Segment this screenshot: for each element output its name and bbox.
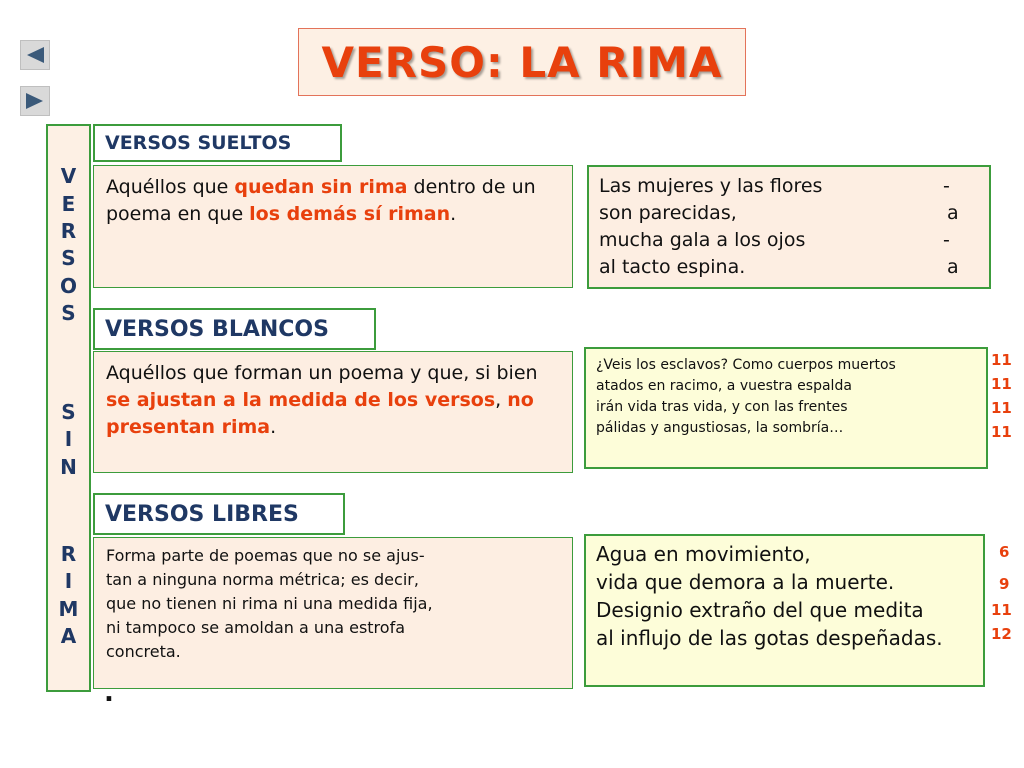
vertical-label-letter: M: [58, 597, 79, 621]
example-versos-libres: [584, 534, 985, 687]
definition-line: concreta.: [106, 642, 181, 661]
syllable-count: 11: [991, 351, 1012, 369]
vertical-label-letter: O: [59, 274, 77, 298]
vertical-label-letter: R: [60, 219, 77, 243]
poem-line: pálidas y angustiosas, la sombría…: [596, 420, 844, 436]
definition-versos-sueltos: [93, 165, 573, 288]
poem-line: son parecidas,: [599, 202, 737, 224]
rhyme-mark: a: [947, 256, 959, 278]
section-header-label: VERSOS SUELTOS: [105, 132, 292, 154]
poem-line: mucha gala a los ojos: [599, 229, 806, 251]
example-versos-sueltos: [587, 165, 991, 289]
definition-text: ,: [495, 389, 508, 411]
section-header-label: VERSOS BLANCOS: [105, 316, 329, 342]
definition-text: Aquéllos que: [106, 176, 235, 198]
triangle-right-icon: [24, 91, 46, 111]
vertical-label-letter: N: [60, 455, 77, 479]
definition-text: Aquéllos que forman un poema y que, si bien: [106, 362, 538, 384]
poem-line: al tacto espina.: [599, 256, 746, 278]
poem-line: vida que demora a la muerte.: [596, 570, 895, 594]
highlighted-text: quedan sin rima: [234, 176, 408, 198]
syllable-count: 9: [999, 575, 1010, 593]
section-header-versos-sueltos: [93, 124, 342, 162]
trailing-dot: .: [104, 678, 114, 708]
definition-line: ni tampoco se amoldan a una estrofa: [106, 618, 405, 637]
syllable-count: 11: [991, 423, 1012, 441]
highlighted-text: los demás sí riman: [249, 203, 451, 225]
vertical-label-letter: S: [61, 301, 76, 325]
next-slide-button[interactable]: [20, 86, 50, 116]
rhyme-mark: -: [943, 175, 950, 197]
syllable-count: 11: [991, 399, 1012, 417]
vertical-label-letter: A: [60, 624, 77, 648]
definition-line: Forma parte de poemas que no se ajus-: [106, 546, 425, 565]
poem-line: irán vida tras vida, y con las frentes: [596, 399, 848, 415]
highlighted-text: no presentan rima: [106, 389, 534, 438]
section-header-label: VERSOS LIBRES: [105, 501, 299, 527]
definition-line: que no tienen ni rima ni una medida fija,: [106, 594, 433, 613]
vertical-label-letter: R: [60, 542, 77, 566]
rhyme-mark: a: [947, 202, 959, 224]
vertical-label-letter: I: [64, 569, 73, 593]
definition-line: tan a ninguna norma métrica; es decir,: [106, 570, 419, 589]
definition-versos-blancos: [93, 351, 573, 473]
poem-line: Designio extraño del que medita: [596, 598, 924, 622]
highlighted-text: se ajustan a la medida de los versos: [106, 389, 496, 411]
example-versos-blancos: [584, 347, 988, 469]
slide-title: VERSO: LA RIMA: [321, 37, 723, 87]
vertical-label-letter: I: [64, 427, 73, 451]
definition-text: .: [270, 416, 277, 438]
vertical-label-versos-sin-rima: [46, 124, 91, 692]
previous-slide-button[interactable]: [20, 40, 50, 70]
triangle-left-icon: [24, 45, 46, 65]
poem-line: al influjo de las gotas despeñadas.: [596, 626, 943, 650]
poem-line: Agua en movimiento,: [596, 542, 811, 566]
poem-line: atados en racimo, a vuestra espalda: [596, 378, 852, 394]
syllable-count: 11: [991, 601, 1012, 619]
syllable-count: 6: [999, 543, 1010, 561]
section-header-versos-blancos: [93, 308, 376, 350]
poem-line: Las mujeres y las flores: [599, 175, 823, 197]
rhyme-mark: -: [943, 229, 950, 251]
section-header-versos-libres: [93, 493, 345, 535]
vertical-label-letter: S: [61, 400, 76, 424]
vertical-label-letter: E: [61, 192, 76, 216]
definition-text: .: [450, 203, 457, 225]
definition-text: dentro de un poema en que: [106, 176, 536, 225]
poem-line: ¿Veis los esclavos? Como cuerpos muertos: [596, 357, 896, 373]
slide-title-box: [298, 28, 746, 96]
syllable-count: 11: [991, 375, 1012, 393]
vertical-label-letter: V: [60, 164, 77, 188]
syllable-count: 12: [991, 625, 1012, 643]
definition-versos-libres: [93, 537, 573, 689]
vertical-label-letter: S: [61, 246, 76, 270]
